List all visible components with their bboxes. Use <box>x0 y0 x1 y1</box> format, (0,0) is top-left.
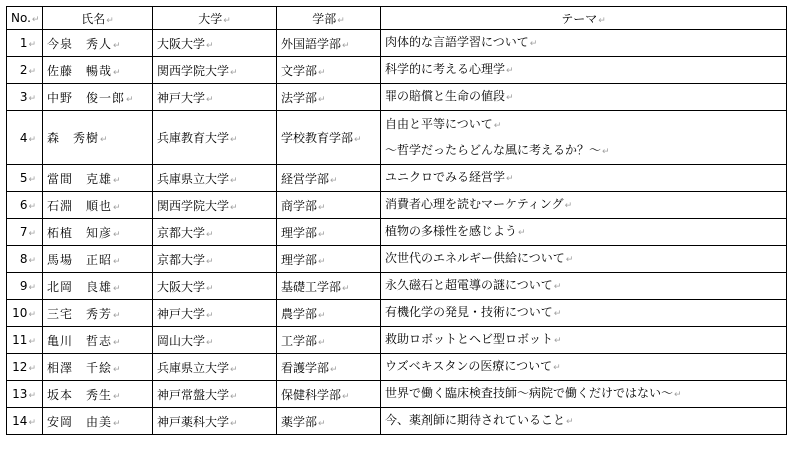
cell-name <box>43 327 153 354</box>
paragraph-mark-icon: ↵ <box>564 201 573 211</box>
paragraph-mark-icon: ↵ <box>28 94 36 104</box>
cell-university <box>153 111 277 165</box>
paragraph-mark-icon: ↵ <box>28 67 36 77</box>
cell-no <box>7 57 43 84</box>
cell-university-text: 兵庫県立大学 <box>157 171 230 186</box>
cell-university-text: 京都大学 <box>157 225 206 240</box>
header-faculty: 学部↵ <box>277 7 381 30</box>
cell-theme <box>381 111 787 165</box>
cell-faculty-text: 看護学部 <box>281 360 330 375</box>
cell-faculty <box>277 165 381 192</box>
cell-no <box>7 84 43 111</box>
cell-name <box>43 30 153 57</box>
cell-name-text: 安岡 由美 <box>47 414 113 429</box>
cell-university <box>153 84 277 111</box>
cell-theme-text: 自由と平等について <box>385 116 493 131</box>
cell-no-text: 14 <box>12 414 28 428</box>
table-row <box>7 381 787 408</box>
paragraph-mark-icon: ↵ <box>28 310 36 320</box>
paragraph-mark-icon: ↵ <box>206 310 214 321</box>
lecturer-table <box>6 6 787 435</box>
table-row <box>7 246 787 273</box>
paragraph-mark-icon: ↵ <box>506 93 514 103</box>
paragraph-mark-icon: ↵ <box>354 135 362 145</box>
table-row <box>7 300 787 327</box>
paragraph-mark-icon: ↵ <box>206 337 214 348</box>
paragraph-mark-icon: ↵ <box>342 391 350 402</box>
cell-theme-text: 永久磁石と超電導の謎について <box>385 278 553 292</box>
paragraph-mark-icon: ↵ <box>342 283 350 294</box>
cell-faculty <box>277 111 381 165</box>
paragraph-mark-icon: ↵ <box>113 256 122 267</box>
cell-university <box>153 354 277 381</box>
cell-name-text: 相澤 千絵 <box>47 360 113 375</box>
cell-no-text: 2 <box>19 63 28 77</box>
cell-name <box>43 300 153 327</box>
cell-faculty-text: 薬学部 <box>281 414 318 429</box>
cell-faculty-text: 工学部 <box>281 333 318 348</box>
paragraph-mark-icon: ↵ <box>113 364 122 375</box>
cell-name <box>43 84 153 111</box>
paragraph-mark-icon: ↵ <box>230 175 238 186</box>
cell-university-text: 神戸薬科大学 <box>157 414 230 429</box>
table-row <box>7 84 787 111</box>
paragraph-mark-icon: ↵ <box>113 391 122 402</box>
cell-theme-text: ウズベキスタンの医療について <box>385 359 553 373</box>
cell-name-text: 馬場 正昭 <box>47 252 113 267</box>
cell-no <box>7 408 43 435</box>
paragraph-mark-icon: ↵ <box>342 40 350 51</box>
cell-faculty-text: 外国語学部 <box>281 36 342 51</box>
cell-name-text: 柘植 知彦 <box>47 225 113 240</box>
cell-faculty <box>277 219 381 246</box>
cell-name <box>43 192 153 219</box>
table-row <box>7 30 787 57</box>
paragraph-mark-icon: ↵ <box>28 337 36 347</box>
paragraph-mark-icon: ↵ <box>318 418 326 429</box>
paragraph-mark-icon: ↵ <box>506 66 514 76</box>
cell-faculty <box>277 57 381 84</box>
paragraph-mark-icon: ↵ <box>230 67 238 78</box>
cell-faculty-text: 基礎工学部 <box>281 279 342 294</box>
cell-faculty-text: 農学部 <box>281 306 318 321</box>
paragraph-mark-icon: ↵ <box>28 134 36 145</box>
cell-university-text: 神戸大学 <box>157 90 206 105</box>
paragraph-mark-icon: ↵ <box>318 310 326 321</box>
cell-university-text: 神戸大学 <box>157 306 206 321</box>
header-row <box>7 7 787 30</box>
table-row <box>7 57 787 84</box>
cell-faculty-text: 理学部 <box>281 225 318 240</box>
cell-faculty-text: 学校教育学部 <box>281 131 354 145</box>
paragraph-mark-icon: ↵ <box>206 229 214 240</box>
cell-theme-text: 世界で働く臨床検査技師～病院で働くだけではない～ <box>385 386 674 400</box>
cell-faculty-text: 保健科学部 <box>281 387 342 402</box>
cell-university <box>153 219 277 246</box>
cell-no-text: 12 <box>12 360 28 374</box>
paragraph-mark-icon: ↵ <box>230 135 238 145</box>
cell-no-text: 8 <box>19 252 28 266</box>
paragraph-mark-icon: ↵ <box>318 229 326 240</box>
cell-faculty <box>277 327 381 354</box>
paragraph-mark-icon: ↵ <box>566 417 574 427</box>
cell-faculty-text: 商学部 <box>281 198 318 213</box>
table-row <box>7 111 787 165</box>
paragraph-mark-icon: ↵ <box>28 364 36 374</box>
paragraph-mark-icon: ↵ <box>126 94 135 105</box>
cell-university-text: 大阪大学 <box>157 279 206 294</box>
table-row <box>7 165 787 192</box>
paragraph-mark-icon: ↵ <box>230 202 238 213</box>
cell-no <box>7 246 43 273</box>
cell-no-text: 13 <box>12 387 28 401</box>
paragraph-mark-icon: ↵ <box>113 310 122 321</box>
paragraph-mark-icon: ↵ <box>565 255 574 265</box>
paragraph-mark-icon: ↵ <box>553 363 561 373</box>
cell-university <box>153 192 277 219</box>
cell-name <box>43 246 153 273</box>
cell-theme <box>381 219 787 246</box>
cell-name <box>43 57 153 84</box>
table-row <box>7 408 787 435</box>
paragraph-mark-icon: ↵ <box>206 94 214 105</box>
cell-no-text: 11 <box>12 333 28 347</box>
cell-theme-text: 救助ロボットとヘビ型ロボット <box>385 332 554 346</box>
cell-university <box>153 57 277 84</box>
cell-faculty <box>277 408 381 435</box>
paragraph-mark-icon: ↵ <box>28 418 36 428</box>
cell-name <box>43 165 153 192</box>
paragraph-mark-icon: ↵ <box>28 202 36 212</box>
cell-name <box>43 111 153 165</box>
cell-university <box>153 408 277 435</box>
cell-faculty <box>277 30 381 57</box>
cell-name-text: 當間 克雄 <box>47 171 113 186</box>
cell-no <box>7 30 43 57</box>
cell-university <box>153 30 277 57</box>
paragraph-mark-icon: ↵ <box>28 283 36 293</box>
cell-theme <box>381 408 787 435</box>
paragraph-mark-icon: ↵ <box>318 202 326 213</box>
cell-university-text: 京都大学 <box>157 252 206 267</box>
cell-theme-text: 肉体的な言語学習について <box>385 35 529 49</box>
header-no: No.↵ <box>7 7 43 30</box>
paragraph-mark-icon: ↵ <box>206 283 214 294</box>
cell-no-text: 3 <box>19 90 28 104</box>
cell-theme <box>381 327 787 354</box>
cell-faculty-text: 法学部 <box>281 90 318 105</box>
cell-university-text: 関西学院大学 <box>157 198 230 213</box>
paragraph-mark-icon: ↵ <box>113 202 122 213</box>
cell-faculty-text: 経営学部 <box>281 171 330 186</box>
table-row <box>7 327 787 354</box>
cell-theme-text: ユニクロでみる経営学 <box>385 170 506 184</box>
paragraph-mark-icon: ↵ <box>113 283 122 294</box>
cell-university-text: 岡山大学 <box>157 333 206 348</box>
cell-theme <box>381 57 787 84</box>
cell-university <box>153 300 277 327</box>
header-theme: テーマ↵ <box>381 7 787 30</box>
paragraph-mark-icon: ↵ <box>330 364 338 375</box>
cell-name-text: 石淵 順也 <box>47 198 113 213</box>
paragraph-mark-icon: ↵ <box>28 391 36 401</box>
cell-theme-text: 植物の多様性を感じよう <box>385 224 518 238</box>
paragraph-mark-icon: ↵ <box>518 228 526 238</box>
cell-faculty-text: 文学部 <box>281 63 318 78</box>
cell-faculty <box>277 84 381 111</box>
cell-theme-text: 有機化学の発見・技術について <box>385 305 553 319</box>
paragraph-mark-icon: ↵ <box>113 418 122 429</box>
cell-faculty-text: 理学部 <box>281 252 318 267</box>
paragraph-mark-icon: ↵ <box>506 174 514 184</box>
cell-no-text: 10 <box>12 306 28 320</box>
paragraph-mark-icon: ↵ <box>529 39 538 49</box>
cell-name-text: 北岡 良雄 <box>47 279 113 294</box>
cell-theme <box>381 381 787 408</box>
cell-name-text: 中野 俊一郎 <box>47 90 126 105</box>
cell-university <box>153 327 277 354</box>
cell-university <box>153 381 277 408</box>
cell-no-text: 6 <box>19 198 28 212</box>
cell-theme-text: 罪の賠償と生命の値段 <box>385 89 506 103</box>
paragraph-mark-icon: ↵ <box>28 175 36 185</box>
cell-faculty <box>277 192 381 219</box>
cell-no <box>7 381 43 408</box>
paragraph-mark-icon: ↵ <box>318 67 326 78</box>
cell-name-text: 佐藤 暢哉 <box>47 63 113 78</box>
cell-name <box>43 273 153 300</box>
cell-university-text: 兵庫県立大学 <box>157 360 230 375</box>
cell-name-text: 三宅 秀芳 <box>47 306 113 321</box>
cell-theme-text: 今、薬剤師に期待されていること <box>385 413 566 427</box>
paragraph-mark-icon: ↵ <box>113 175 122 186</box>
cell-name-text: 坂本 秀生 <box>47 387 113 402</box>
cell-university-text: 神戸常盤大学 <box>157 387 230 402</box>
paragraph-mark-icon: ↵ <box>230 418 238 429</box>
paragraph-mark-icon: ↵ <box>113 67 122 78</box>
paragraph-mark-icon: ↵ <box>230 391 238 402</box>
cell-faculty <box>277 246 381 273</box>
cell-no-text: 7 <box>19 225 28 239</box>
cell-name-text: 亀川 哲志 <box>47 333 113 348</box>
cell-no <box>7 192 43 219</box>
paragraph-mark-icon: ↵ <box>230 364 238 375</box>
cell-name <box>43 219 153 246</box>
paragraph-mark-icon: ↵ <box>554 336 562 346</box>
cell-theme-text: 次世代のエネルギー供給について <box>385 251 565 265</box>
paragraph-mark-icon: ↵ <box>113 229 122 240</box>
paragraph-mark-icon: ↵ <box>28 229 36 239</box>
table-body <box>7 30 787 435</box>
cell-faculty <box>277 381 381 408</box>
cell-theme <box>381 192 787 219</box>
paragraph-mark-icon: ↵ <box>28 256 36 266</box>
table-row <box>7 273 787 300</box>
cell-name-text: 今泉 秀人 <box>47 36 113 51</box>
cell-theme <box>381 273 787 300</box>
paragraph-mark-icon: ↵ <box>553 282 562 292</box>
cell-theme <box>381 84 787 111</box>
paragraph-mark-icon: ↵ <box>318 94 326 105</box>
cell-university <box>153 273 277 300</box>
cell-no-text: 4 <box>19 130 28 145</box>
cell-theme <box>381 30 787 57</box>
cell-theme-text: 科学的に考える心理学 <box>385 62 506 76</box>
cell-university <box>153 165 277 192</box>
paragraph-mark-icon: ↵ <box>330 175 338 186</box>
cell-university-text: 大阪大学 <box>157 36 206 51</box>
cell-theme <box>381 246 787 273</box>
paragraph-mark-icon: ↵ <box>318 256 326 267</box>
cell-theme <box>381 354 787 381</box>
cell-no <box>7 327 43 354</box>
cell-no <box>7 300 43 327</box>
cell-no-text: 9 <box>19 279 28 293</box>
paragraph-mark-icon: ↵ <box>113 337 122 348</box>
cell-name <box>43 381 153 408</box>
cell-no <box>7 111 43 165</box>
cell-no <box>7 165 43 192</box>
paragraph-mark-icon: ↵ <box>28 40 36 50</box>
cell-no <box>7 354 43 381</box>
cell-no-text: 1 <box>19 36 28 50</box>
cell-theme-text: 消費者心理を読むマーケティング <box>385 197 564 211</box>
paragraph-mark-icon: ↵ <box>206 256 214 267</box>
paragraph-mark-icon: ↵ <box>602 146 610 157</box>
cell-theme-text: ～哲学だったらどんな風に考えるか？～ <box>385 142 602 157</box>
cell-faculty <box>277 354 381 381</box>
cell-theme <box>381 165 787 192</box>
cell-university-text: 関西学院大学 <box>157 63 230 78</box>
paragraph-mark-icon: ↵ <box>493 120 502 131</box>
paragraph-mark-icon: ↵ <box>674 390 682 400</box>
cell-university <box>153 246 277 273</box>
cell-no-text: 5 <box>19 171 28 185</box>
table-row <box>7 192 787 219</box>
cell-faculty <box>277 273 381 300</box>
cell-name-text: 森 秀樹 <box>47 131 100 145</box>
cell-theme <box>381 300 787 327</box>
paragraph-mark-icon: ↵ <box>318 337 326 348</box>
cell-university-text: 兵庫教育大学 <box>157 131 230 145</box>
paragraph-mark-icon: ↵ <box>553 309 562 319</box>
table-row <box>7 354 787 381</box>
cell-no <box>7 273 43 300</box>
paragraph-mark-icon: ↵ <box>206 40 214 51</box>
table-row <box>7 219 787 246</box>
cell-faculty <box>277 300 381 327</box>
cell-name <box>43 408 153 435</box>
cell-name <box>43 354 153 381</box>
paragraph-mark-icon: ↵ <box>113 40 122 51</box>
header-name: 氏名↵ <box>43 7 153 30</box>
cell-no <box>7 219 43 246</box>
paragraph-mark-icon: ↵ <box>100 135 109 145</box>
header-university: 大学↵ <box>153 7 277 30</box>
